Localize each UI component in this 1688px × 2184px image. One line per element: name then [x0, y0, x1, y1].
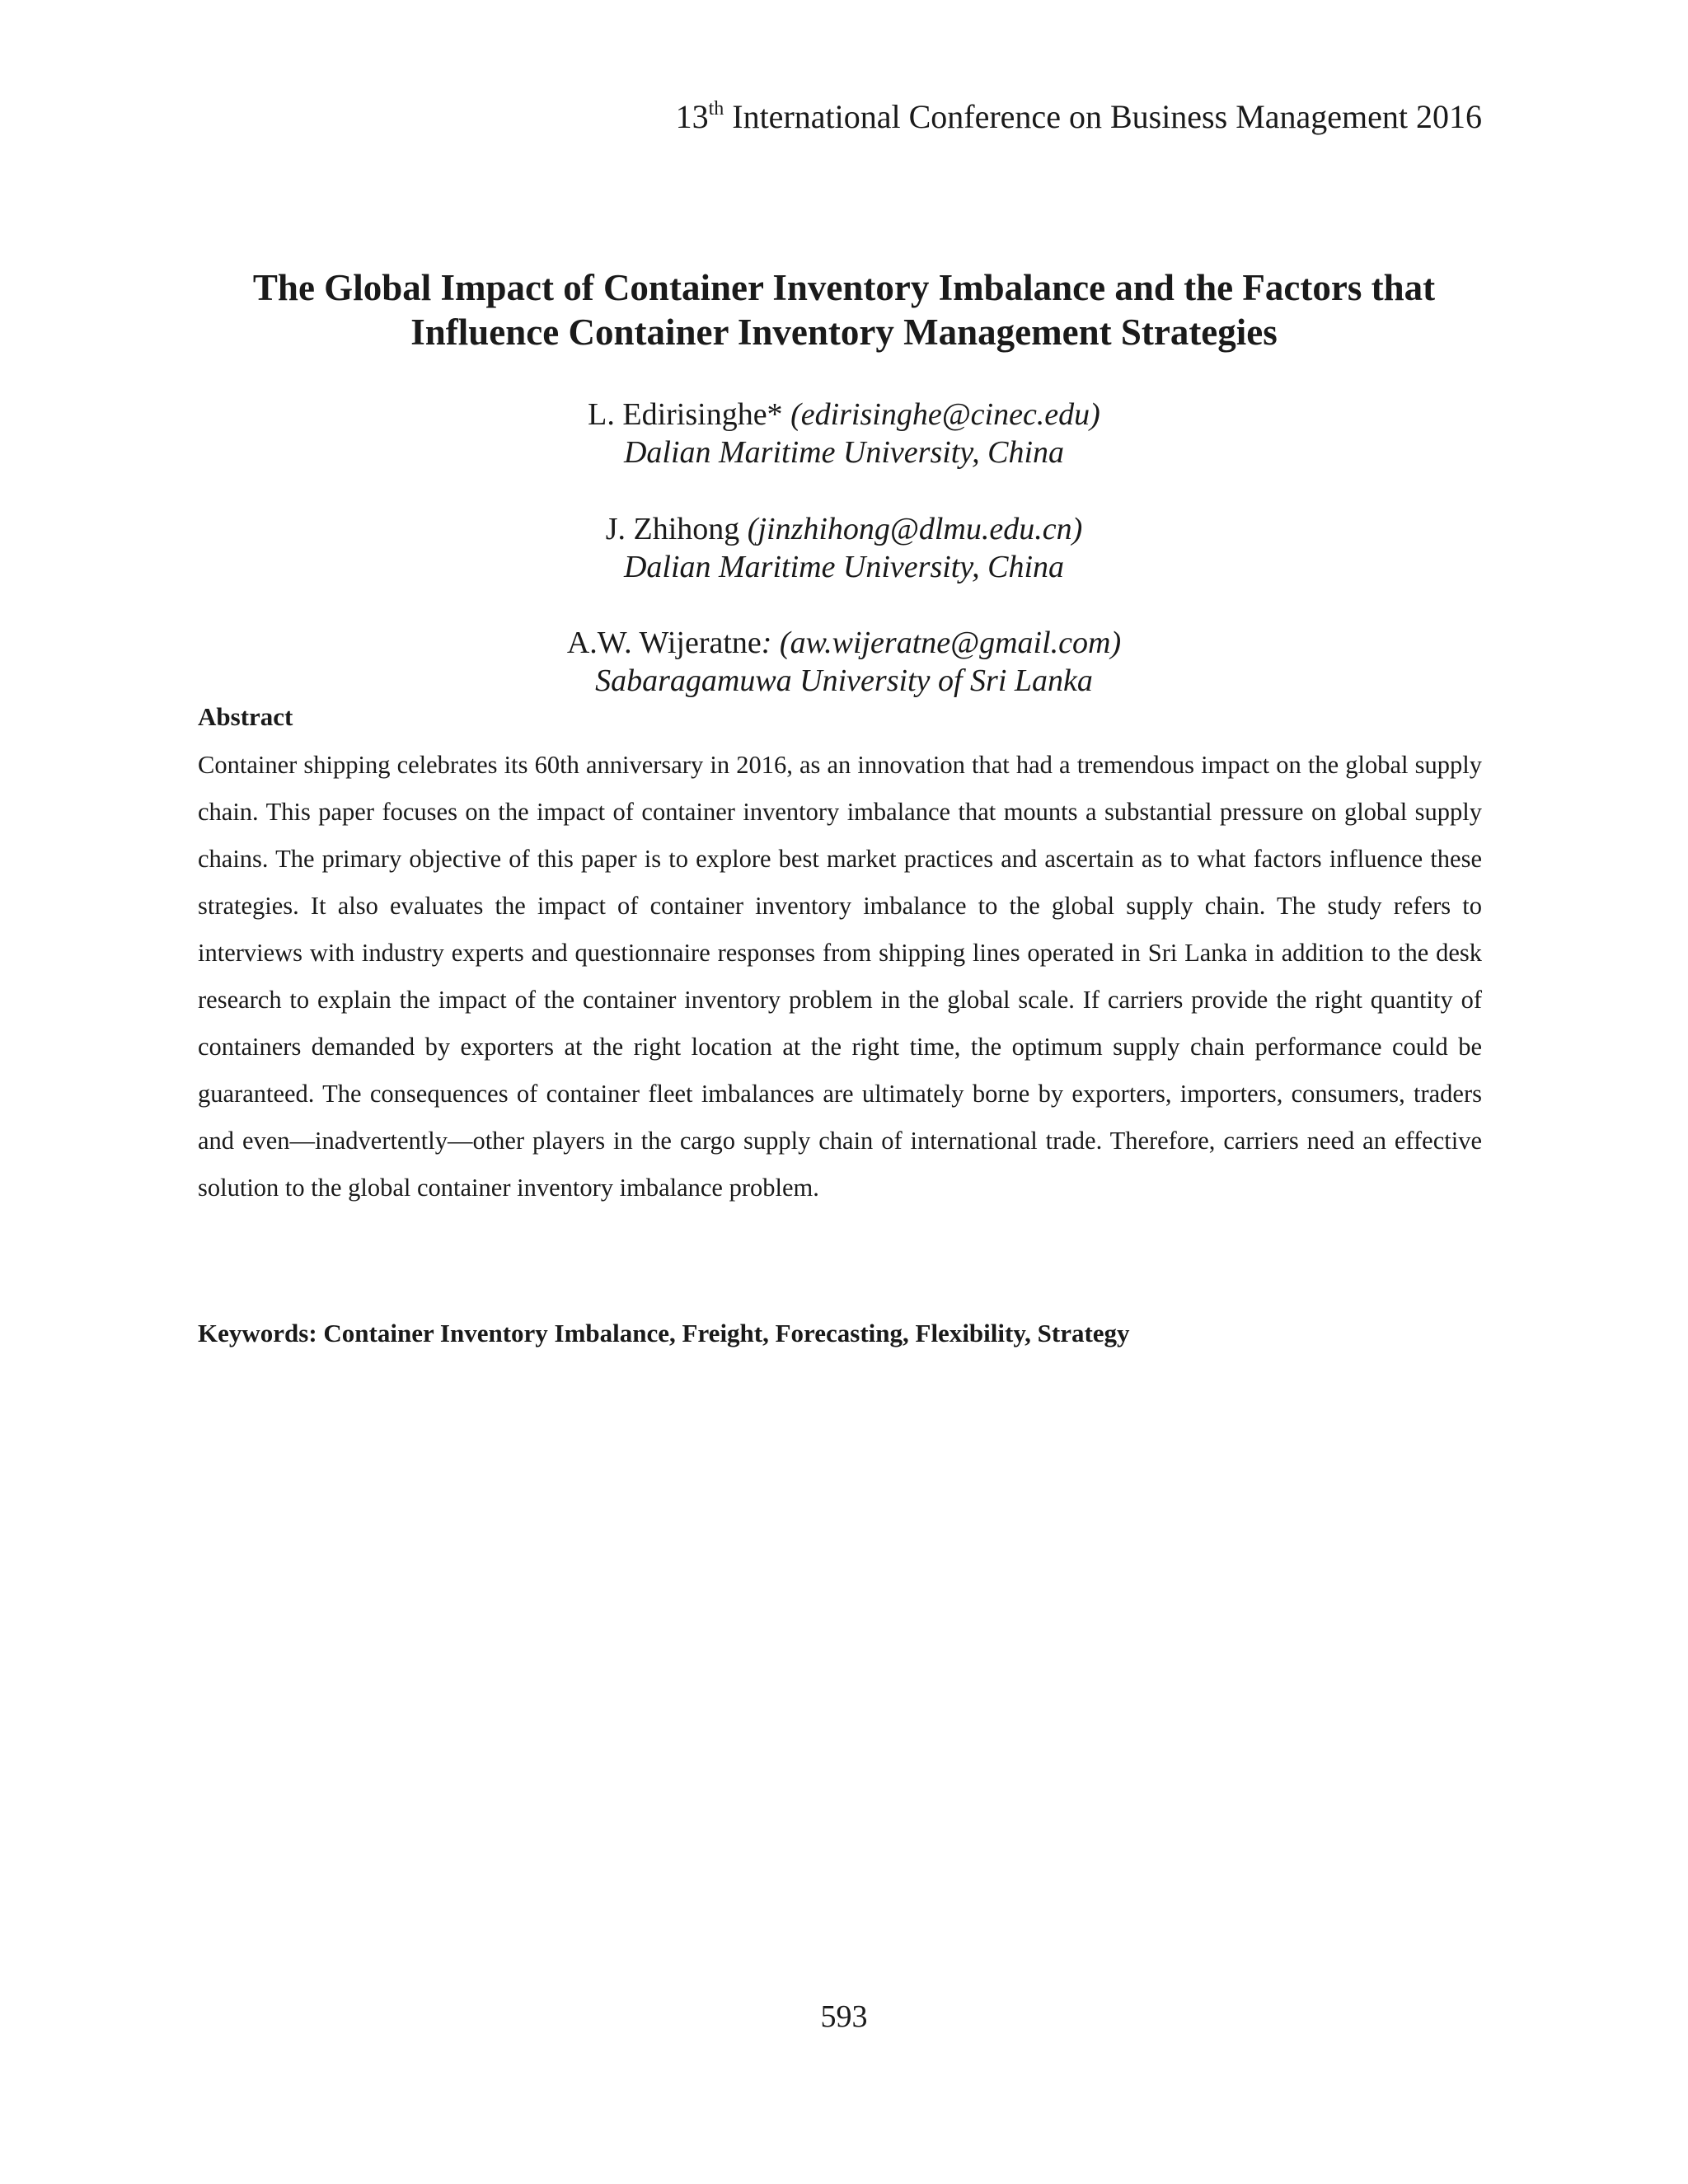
- author-email: : (aw.wijeratne@gmail.com): [761, 626, 1122, 660]
- author-name: J. Zhihong: [605, 512, 740, 546]
- paper-title: [0, 265, 1688, 354]
- keywords: Keywords: Container Inventory Imbalance, Freight, Forecasting, Flexibility, Strategy: [198, 1319, 1130, 1347]
- running-header: [676, 97, 1482, 137]
- author-affiliation: Sabaragamuwa University of Sri Lanka: [595, 663, 1093, 698]
- author-email: (edirisinghe@cinec.edu): [790, 397, 1100, 432]
- abstract-heading: Abstract: [198, 702, 293, 731]
- abstract-paragraph: Container shipping celebrates its 60th anniversary in 2016, as an innovation that had a tremendous impact on the global supply chain. This paper focuses on the impact of container inventory imbalance that mounts a substantial pressure on global supply chains. The primary objective of this paper is to explore best market practices and ascertain as to what factors influence these strategies. It also evaluates the impact of container inventory imbalance to the global supply chain. The study refers to interviews with industry experts and questionnaire responses from shipping lines operated in Sri Lanka in addition to the desk research to explain the impact of the container inventory problem in the global scale. If carriers provide the right quantity of containers demanded by exporters at the right location at the right time, the optimum supply chain performance could be guaranteed. The consequences of container fleet imbalances are ultimately borne by exporters, importers, consumers, traders and even—inadvertently—other players in the cargo supply chain of international trade. Therefore, carriers need an effective solution to the global container inventory imbalance problem.: [198, 751, 1482, 1202]
- author-name: L. Edirisinghe*: [588, 397, 783, 432]
- conference-ordinal-suffix: th: [708, 98, 724, 120]
- author-affiliation: Dalian Maritime University, China: [623, 435, 1065, 470]
- author-affiliation: Dalian Maritime University, China: [623, 550, 1065, 584]
- abstract-body: [198, 742, 1482, 1212]
- paper-title-line-2: Influence Container Inventory Management Strategies: [410, 312, 1278, 353]
- author-email: (jinzhihong@dlmu.edu.cn): [747, 512, 1083, 546]
- author-name: A.W. Wijeratne: [566, 626, 762, 660]
- page-number: 593: [820, 1999, 868, 2034]
- author-block-2: [0, 510, 1688, 586]
- conference-ordinal-number: 13: [675, 98, 709, 135]
- author-block-1: [0, 396, 1688, 471]
- conference-name: International Conference on Business Management 2016: [732, 98, 1482, 135]
- paper-title-line-1: The Global Impact of Container Inventory Imbalance and the Factors that: [252, 267, 1436, 308]
- author-block-3: [0, 624, 1688, 700]
